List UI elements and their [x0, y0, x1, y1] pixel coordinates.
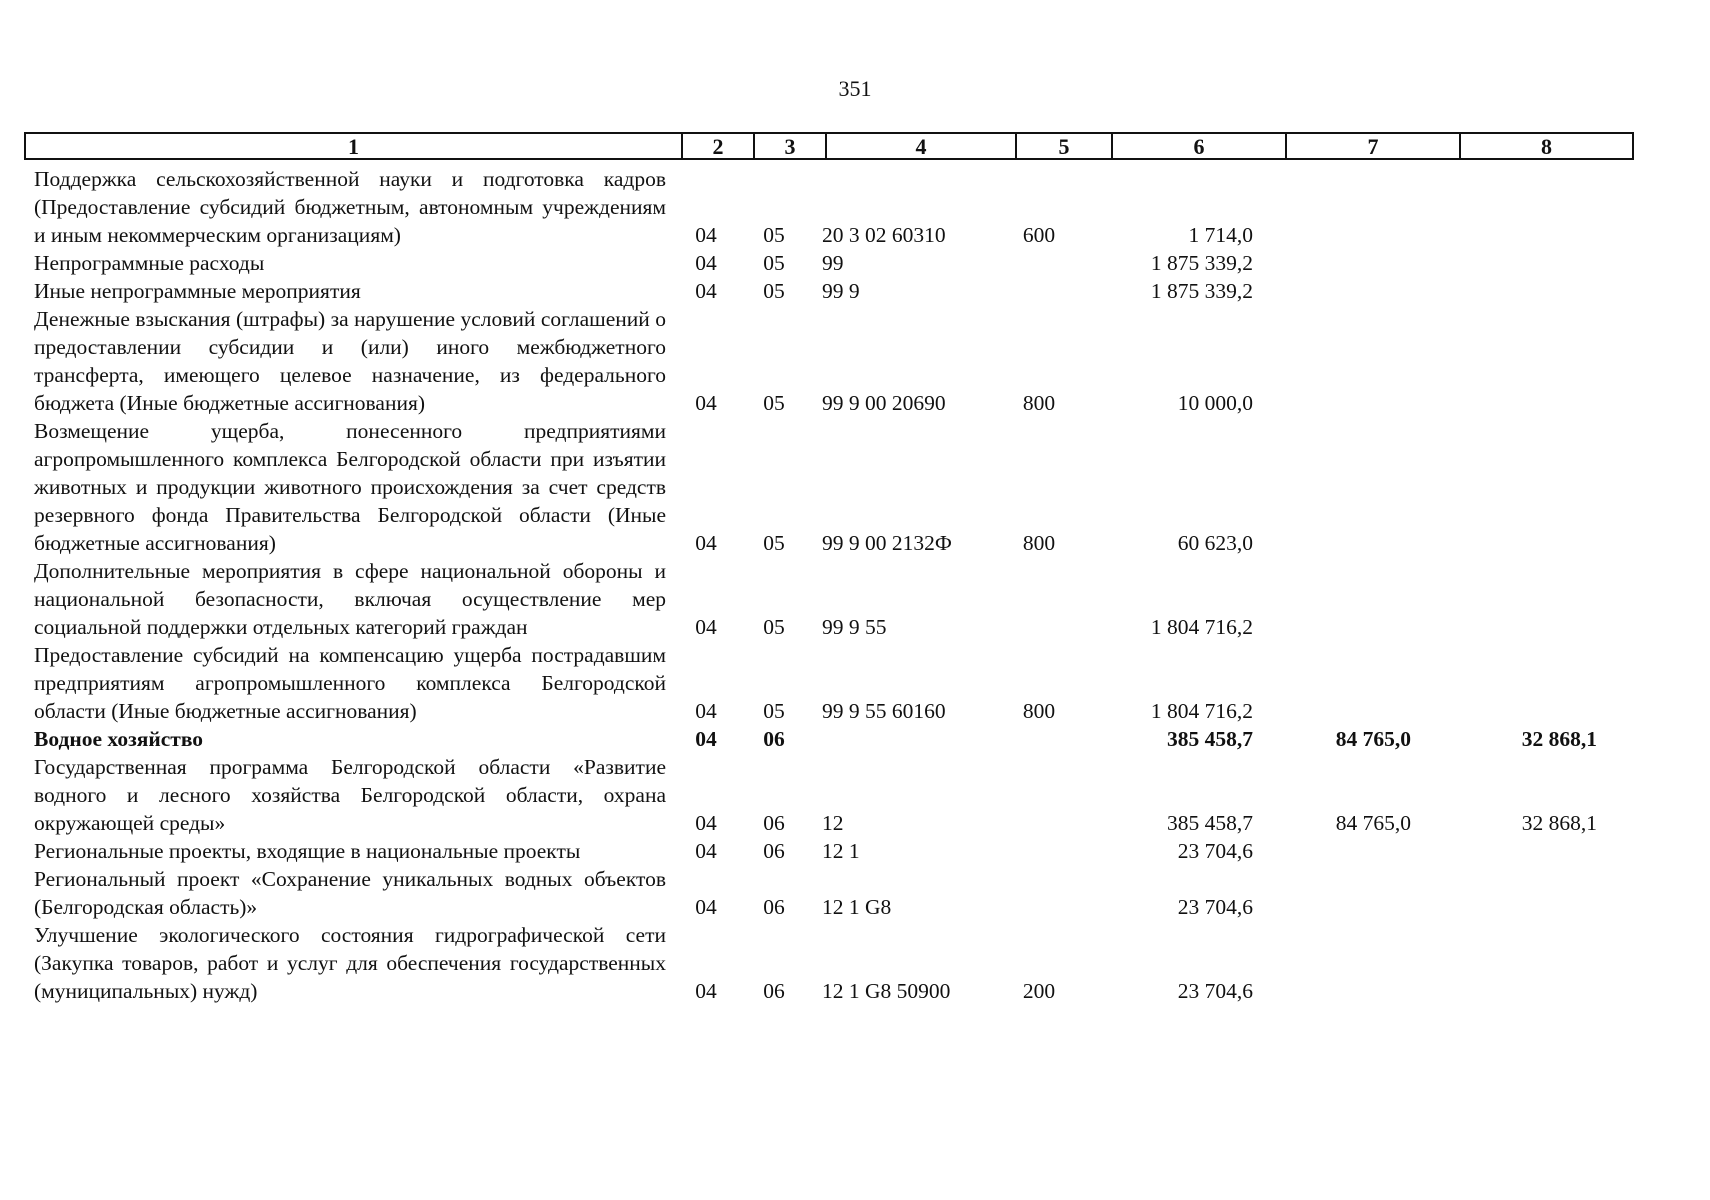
row-target-code: 12 1 G8: [822, 895, 892, 919]
page-number: 351: [838, 76, 872, 101]
row-target-code: 99 9 55: [822, 615, 887, 639]
table-row: [34, 417, 1634, 557]
column-header-table: [24, 132, 1634, 160]
row-name: Улучшение экологического состояния гидрографической сети (Закупка товаров, работ и услуг для обеспечения государственных (муниципальных) нужд): [34, 923, 666, 1003]
row-subsection: 05: [763, 391, 785, 415]
row-name: Поддержка сельскохозяйственной науки и подготовка кадров (Предоставление субсидий бюджетным, автономным учреждениям и иным некоммерческим организациям): [34, 167, 666, 247]
row-amount: 1 804 716,2: [1150, 615, 1253, 639]
row-section: 04: [695, 391, 717, 415]
table-row: [34, 249, 1634, 277]
table-row-section-total: [34, 725, 1634, 753]
table-row: [34, 557, 1634, 641]
row-name: Региональные проекты, входящие в национальные проекты: [34, 839, 581, 863]
table-row: [34, 865, 1634, 921]
row-name: Иные непрограммные мероприятия: [34, 279, 361, 303]
row-section: 04: [695, 279, 717, 303]
row-subsection: 05: [763, 615, 785, 639]
row-target-code: 12: [822, 811, 844, 835]
row-expense-type: 600: [1022, 223, 1056, 247]
row-expense-type: 800: [1022, 699, 1056, 723]
row-target-code: 12 1: [822, 839, 860, 863]
row-name: Государственная программа Белгородской области «Развитие водного и лесного хозяйства Белгородской области, охрана окружающей среды»: [34, 755, 666, 835]
row-section: 04: [695, 699, 717, 723]
row-subsection: 05: [763, 223, 785, 247]
row-target-code: 99: [822, 251, 844, 275]
table-row: [34, 837, 1634, 865]
row-amount: 60 623,0: [1177, 531, 1253, 555]
row-amount: 385 458,7: [1167, 811, 1253, 835]
row-amount: 23 704,6: [1177, 839, 1253, 863]
table-row: [34, 641, 1634, 725]
table-row: [34, 753, 1634, 837]
row-subsection: 06: [763, 811, 785, 835]
row-name: Непрограммные расходы: [34, 251, 265, 275]
row-target-code: 99 9 00 2132Ф: [822, 531, 952, 555]
row-subsection: 06: [763, 895, 785, 919]
row-section: 04: [695, 727, 717, 751]
column-header-1: 1: [25, 133, 682, 159]
row-expense-type: 800: [1022, 531, 1056, 555]
row-section: 04: [695, 251, 717, 275]
row-section: 04: [695, 615, 717, 639]
row-target-code: 99 9 00 20690: [822, 391, 946, 415]
row-expense-type: 200: [1022, 979, 1056, 1003]
row-target-code: 12 1 G8 50900: [822, 979, 951, 1003]
row-target-code: 20 3 02 60310: [822, 223, 946, 247]
row-name: Предоставление субсидий на компенсацию ущерба пострадавшим предприятиям агропромышленного комплекса Белгородской области (Иные бюджетные ассигнования): [34, 643, 666, 723]
row-target-code: 99 9 55 60160: [822, 699, 946, 723]
row-subsection: 05: [763, 531, 785, 555]
row-expense-type: 800: [1022, 391, 1056, 415]
row-section: 04: [695, 979, 717, 1003]
column-header-4: 4: [826, 133, 1016, 159]
row-subsection: 06: [763, 979, 785, 1003]
table-row: [34, 305, 1634, 417]
row-subsection: 05: [763, 279, 785, 303]
budget-table-body: [34, 165, 1634, 1005]
row-section: 04: [695, 895, 717, 919]
row-amount-col8: 32 868,1: [1521, 727, 1597, 751]
table-row: [34, 165, 1634, 249]
row-name: Водное хозяйство: [34, 727, 204, 751]
row-amount-col7: 84 765,0: [1335, 811, 1411, 835]
row-amount: 23 704,6: [1177, 979, 1253, 1003]
row-amount-col7: 84 765,0: [1335, 727, 1411, 751]
row-target-code: 99 9: [822, 279, 860, 303]
row-amount: 1 714,0: [1188, 223, 1253, 247]
row-section: 04: [695, 839, 717, 863]
table-row: [34, 277, 1634, 305]
column-header-8: 8: [1460, 133, 1633, 159]
row-name: Денежные взыскания (штрафы) за нарушение условий соглашений о предоставлении субсидии и (или) иного межбюджетного трансферта, имеющего целевое назначение, из федерального бюджета (Иные бюджетные ассигнования): [34, 307, 666, 415]
row-section: 04: [695, 223, 717, 247]
row-amount: 23 704,6: [1177, 895, 1253, 919]
row-section: 04: [695, 531, 717, 555]
row-amount: 385 458,7: [1167, 727, 1253, 751]
row-amount-col8: 32 868,1: [1521, 811, 1597, 835]
column-header-7: 7: [1286, 133, 1460, 159]
row-name: Региональный проект «Сохранение уникальных водных объектов (Белгородская область)»: [34, 867, 666, 919]
column-header-3: 3: [754, 133, 826, 159]
column-header-row: [25, 133, 1633, 159]
row-subsection: 06: [763, 839, 785, 863]
row-subsection: 05: [763, 251, 785, 275]
row-name: Возмещение ущерба, понесенного предприятиями агропромышленного комплекса Белгородской области при изъятии животных и продукции животного происхождения за счет средств резервного фонда Правительства Белгородской области (Иные бюджетные ассигнования): [34, 419, 666, 555]
row-amount: 1 875 339,2: [1150, 279, 1253, 303]
row-amount: 1 875 339,2: [1150, 251, 1253, 275]
row-amount: 1 804 716,2: [1150, 699, 1253, 723]
row-amount: 10 000,0: [1177, 391, 1253, 415]
column-header-2: 2: [682, 133, 754, 159]
table-row: [34, 921, 1634, 1005]
row-subsection: 05: [763, 699, 785, 723]
row-subsection: 06: [763, 727, 785, 751]
row-section: 04: [695, 811, 717, 835]
column-header-5: 5: [1016, 133, 1112, 159]
row-name: Дополнительные мероприятия в сфере национальной обороны и национальной безопасности, включая осуществление мер социальной поддержки отдельных категорий граждан: [34, 559, 666, 639]
column-header-6: 6: [1112, 133, 1286, 159]
